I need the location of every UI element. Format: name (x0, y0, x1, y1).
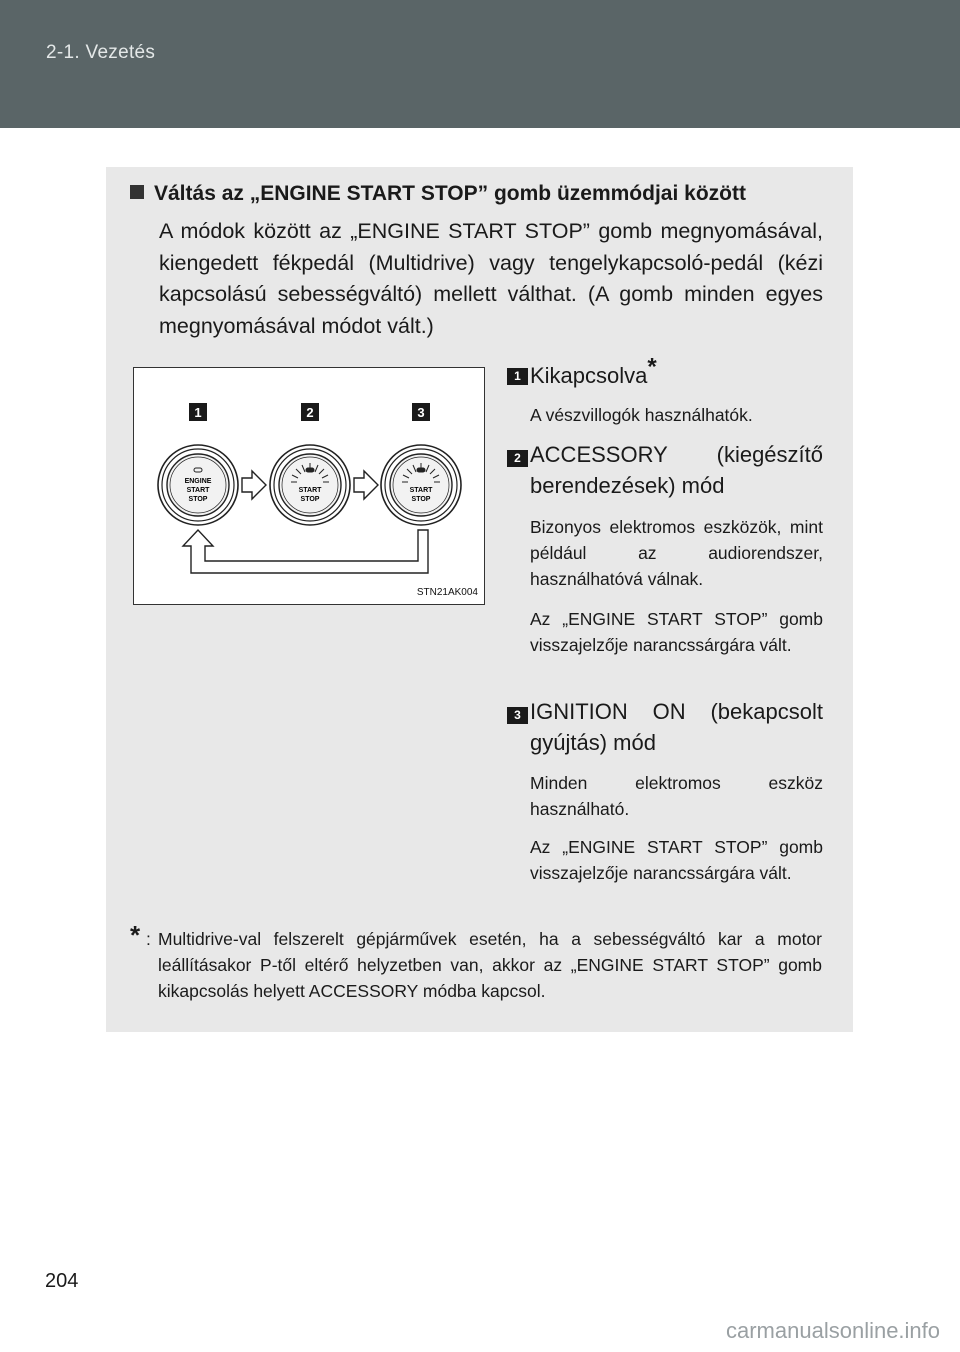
start-button-off (158, 445, 238, 525)
start-button-illustration (133, 367, 485, 605)
mode-title: IGNITION ON (bekapcsolt gyújtás) mód (530, 699, 823, 755)
mode-title: ACCESSORY (kiegészítő berendezések) mód (530, 442, 823, 498)
start-button-ignition-on (381, 445, 461, 525)
footnote-colon: : (146, 929, 151, 949)
watermark: carmanualsonline.info (726, 1318, 941, 1343)
section-heading (130, 182, 830, 206)
arrow-right-icon (354, 471, 378, 499)
button-1-line3: STOP (188, 496, 208, 503)
page-number: 204 (45, 1270, 79, 1292)
footnote-text: Multidrive-val felszerelt gépjárművek esetén, ha a sebességváltó kar a motor leállításakor P-től eltérő helyzetben van, akkor az „ENGINE START STOP” gomb kikapcsolás helyett ACCESSORY módba kapcsol. (158, 929, 822, 1001)
mode-badge: 1 (507, 368, 528, 385)
button-1-line1: ENGINE (184, 478, 212, 485)
footnote (130, 920, 822, 1004)
button-2-line2: START (298, 487, 322, 494)
callout-label-1: 1 (194, 405, 202, 420)
square-bullet-icon (130, 185, 144, 199)
section-heading-text: Váltás az „ENGINE START STOP” gomb üzemmódjai között (154, 182, 746, 205)
mode-description-2: Az „ENGINE START STOP” gomb visszajelzője narancssárgára vált. (530, 837, 823, 883)
footnote-star: * (130, 920, 141, 950)
mode-title-text: Kikapcsolva (530, 363, 648, 388)
section-title: 2-1. Vezetés (46, 42, 156, 63)
intro-paragraph: A módok között az „ENGINE START STOP” gomb megnyomásával, kiengedett fékpedál (Multidrive) vagy tengelykapcsoló-pedál (kézi kapcsolású sebességváltó) mellett válthat. (A gomb minden egyes megnyomásával módot vált.) (159, 219, 823, 338)
button-3-line3: STOP (411, 496, 431, 503)
mode-badge: 2 (507, 450, 528, 467)
footnote-marker: * (647, 353, 657, 381)
start-button-accessory (270, 445, 350, 525)
button-2-line3: STOP (300, 496, 320, 503)
button-1-line2: START (186, 487, 210, 494)
button-diagram (134, 368, 484, 604)
mode-description-2: Az „ENGINE START STOP” gomb visszajelzője narancssárgára vált. (530, 609, 823, 655)
mode-description: A vészvillogók használhatók. (530, 405, 753, 425)
page-header (0, 0, 960, 128)
mode-description: Bizonyos elektromos eszközök, mint például az audiorendszer, használhatóvá válnak. (530, 517, 823, 589)
callout-label-2: 2 (306, 405, 314, 420)
mode-title (530, 353, 823, 391)
arrow-right-icon (242, 471, 266, 499)
figure-code: STN21AK004 (416, 587, 478, 598)
return-arrow-icon (183, 530, 428, 573)
button-3-line2: START (409, 487, 433, 494)
mode-description: Minden elektromos eszköz használható. (530, 773, 823, 819)
mode-badge: 3 (507, 707, 528, 724)
callout-label-3: 3 (417, 405, 425, 420)
